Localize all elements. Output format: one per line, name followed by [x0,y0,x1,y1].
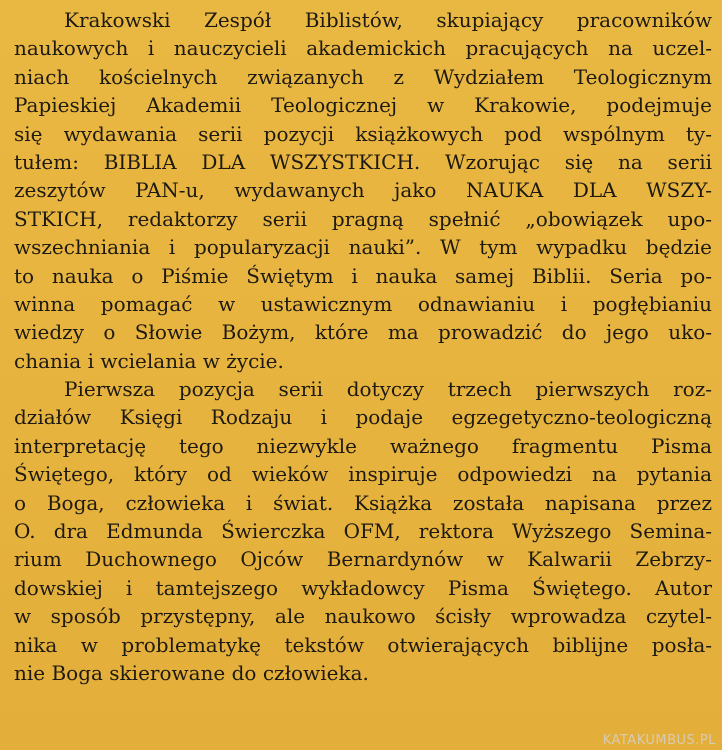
text-line: interpretację tego niezwykle ważnego fragmentu Pisma [14,433,712,458]
text-line: O. dra Edmunda Świerczka OFM, rektora Wyższego Semina- [14,519,712,544]
text-line: Papieskiej Akademii Teologicznej w Krakowie, podejmuje [14,93,712,118]
text-line: winna pomagać w ustawicznym odnawianiu i pogłębianiu [14,291,712,316]
text-line: tułem: BIBLIA DLA WSZYSTKICH. Wzorując się na serii [14,149,712,174]
text-line: w sposób przystępny, ale naukowo ścisły wprowadza czytel- [14,604,712,629]
text-line: o Boga, człowieka i świat. Książka została napisana przez [14,490,712,515]
text-line: nie Boga skierowane do człowieka. [14,660,369,685]
text-line: rium Duchownego Ojców Bernardynów w Kalwarii Zebrzy- [14,547,712,572]
text-line: wszechniania i popularyzacji nauki”. W tym wypadku będzie [14,235,712,260]
paragraph-2 [14,375,712,687]
text-line: dowskiej i tamtejszego wykładowcy Pisma Świętego. Autor [14,575,712,600]
text-line: się wydawania serii pozycji książkowych pod wspólnym ty- [14,121,712,146]
text-line: nika w problematykę tekstów otwierających biblijne posła- [14,632,712,657]
text-line: naukowych i nauczycieli akademickich pracujących na uczel- [14,36,712,61]
text-line: chania i wcielania w życie. [14,348,284,373]
text-line: Pierwsza pozycja serii dotyczy trzech pierwszych roz- [64,377,712,402]
watermark: KATAKUMBUS.PL [602,733,716,748]
text-line: to nauka o Piśmie Świętym i nauka samej Biblii. Seria po- [14,263,712,288]
text-line: niach kościelnych związanych z Wydziałem Teologicznym [14,64,712,89]
text-line: Krakowski Zespół Biblistów, skupiający pracowników [64,8,712,32]
text-line: zeszytów PAN-u, wydawanych jako NAUKA DLA WSZY- [14,178,712,203]
text-line: wiedzy o Słowie Bożym, które ma prowadzić do jego uko- [14,320,712,345]
text-line: STKICH, redaktorzy serii pragną spełnić „obowiązek upo- [14,206,712,231]
paragraph-1 [14,6,712,375]
text-line: Świętego, który od wieków inspiruje odpowiedzi na pytania [14,462,712,487]
text-line: działów Księgi Rodzaju i podaje egzegetyczno-teologiczną [14,405,712,430]
